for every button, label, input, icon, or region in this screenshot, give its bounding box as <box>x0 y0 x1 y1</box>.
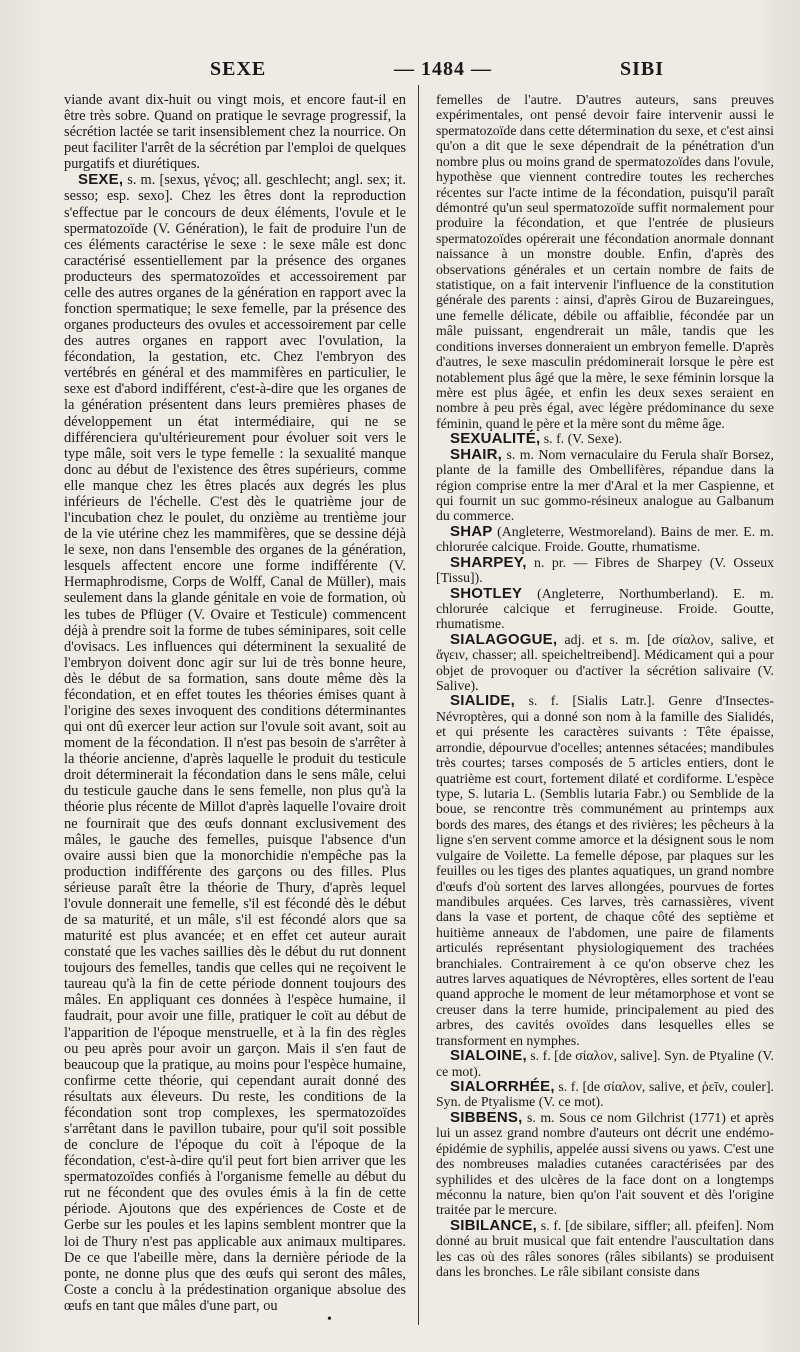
entry-headword: SHARPEY, <box>450 553 527 571</box>
entry-text: s. m. [sexus, γένος; all. geschlecht; angl. sex; it. sesso; esp. sexo]. Chez les êtres dont la reproduction s'effectue par le concours de deux éléments, l'ovule et le spermatozoïde (V. Génération), le fait de produire l'un de ces éléments caractérise le sexe : le sexe mâle est donc caractérisé essentiellement par la présence des organes producteurs des spermatozoïdes et accessoirement par celle des autres organes de la génération en rapport avec la fonction spermatique; le sexe femelle, par la présence des organes producteurs des ovules et accessoirement par celle des autres organes en rapport avec l'ovulation, la fécondation, la gestation, etc. Chez l'embryon des vertébrés en général et des mammifères en particulier, le sexe est d'abord indifférent, c'est-à-dire que les organes de la génération présentent dans leurs premières phases de développement un état intermédiaire, qui ne se différenciera qu'ultérieurement pour évoluer soit vers le type mâle, soit vers le type femelle : la sexualité manque donc au début de l'existence des êtres supérieurs, comme elle manque chez les êtres placés aux degrés les plus inférieurs de l'échelle. C'est dès le quatrième jour de l'incubation chez le poulet, du onzième au trentième jour de la vie utérine chez les mammifères, que se dessine déjà le sexe, non dans l'ensemble des organes de la génération, lesquels affectent encore une forme indifférente (V. Hermaphrodisme, Corps de Wolff, Canal de Müller), mais seulement dans la glande génitale en voie de formation, où les tubes de Pflüger (V. Ovaire et Testicule) commencent déjà à prendre soit la forme de tubes séminipares, soit celle d'ovisacs. Les influences qui déterminent la sexualité de l'embryon doivent donc agir sur lui de très bonne heure, dès le début de sa formation, sans doute même dès la fécondation, et en effet toutes les théories émises quant à l'origine des sexes invoquent des conditions déterminantes qui ont dû exercer leur action sur l'ovule soit avant, soit au moment de la fécondation. Il n'est pas besoin de s'arrêter à la théorie ancienne, d'après laquelle le produit du testicule droit déterminerait la fécondation dans le sens mâle, celui du testicule gauche dans le sens femelle, non plus qu'à la théorie plus récente de Millot d'après laquelle l'ovaire droit ne fournirait que des œufs donnant exclusivement des mâles, le gauche des femelles, puisque l'absence d'un ovaire aussi bien que la monorchidie n'empêche pas la production indifférente des garçons ou des filles. Plus sérieuse paraît être la théorie de Thury, d'après lequel l'ovule donnerait une femelle, s'il est fécondé dès le début de sa maturité, et un mâle, s'il est fécondé alors que sa maturité est plus avancée; et en effet cet auteur aurait constaté que les vaches saillies dès le début du rut donnent toujours des femelles, tandis que celles qui ne reçoivent le taureau qu'à la fin de cette période donnent toujours des mâles. En appliquant ces données à l'espèce humaine, il faudrait, pour avoir une fille, pratiquer le coït au début de l'apparition de l'époque menstruelle, et à la fin des règles ou peu après pour avoir un garçon. Mais il s'en faut de beaucoup que la pratique, au moins pour l'espèce humaine, confirme cette théorie, qui cependant aurait donné des résultats aux éleveurs. Du reste, les conditions de la fécondation sont trop complexes, les spermatozoïdes s'arrêtant dans le pavillon tubaire, pour qu'il soit possible de conclure de l'époque du coït à l'époque de la fécondation, c'est-à-dire qu'il peut fort bien arriver que les spermatozoïdes confiés à l'organisme femelle au début du rut ne fécondent que des ovules émis à la fin de cette période. Ajoutons que des expériences de Coste et de Gerbe sur les poules et les lapins semblent montrer que la loi de Thury n'est pas applicable aux animaux multipares. De ce que l'abeille mère, dans la dernière période de la ponte, ne donne plus que des œufs qui seront des mâles, Coste a conclu à la prédestination organique absolue des œufs en tant que mâles d'une part, ou <box>64 172 406 1314</box>
entry-text: s. f. [de σίαλον, salive, et ῥεῖν, couler]. Syn. de Ptyalisme (V. ce mot). <box>436 1079 774 1110</box>
entry-text: (Angleterre, Northumberland). E. m. chlorurée calcique et ferrugineuse. Froide. Goutte, rhumatisme. <box>436 585 774 632</box>
left-column <box>64 92 406 1314</box>
entry-headword: SIALORRHÉE, <box>450 1078 555 1095</box>
entry-headword: SIBILANCE, <box>450 1216 538 1234</box>
entry-text: s. f. [de σίαλον, salive]. Syn. de Ptyaline (V. ce mot). <box>436 1048 774 1079</box>
entry-text: s. f. [de sibilare, siffler; all. pfeifen]. Nom donné au bruit musical que fait entendre l'auscultation dans les cas où des râles sonores (râles sibilants) se produisent dans les bronches. Le râle sibilant consiste dans <box>436 1217 774 1280</box>
entry-headword: SEXUALITÉ, <box>450 430 541 448</box>
dictionary-entry <box>436 524 774 555</box>
continued-paragraph <box>64 92 406 172</box>
entry-text: femelles de l'autre. D'autres auteurs, sans preuves expérimentales, ont pensé devoir faire intervenir aussi le spermatozoïde dans cette détermination du sexe, et c'est ainsi qu'on a dit que le sexe dépendrait de la pénétration d'un nombre plus ou moins grand de spermatozoïdes dans l'ovule, hypothèse que viennent contredire toutes les recherches récentes sur l'acte intime de la fécondation, puisqu'il paraît démontré qu'un seul spermatozoïde suffit normalement pour produire la fécondation, et que l'entrée de plusieurs spermatozoïdes opérerait une fécondation anormale donnant naissance à un monstre double. Enfin, d'après des observations générales et un certain nombre de faits de statistique, on a fait intervenir l'influence de la constitution générale des parents : ainsi, d'après Girou de Buzareingues, une femelle délicate, débile ou affaiblie, fécondée par un mâle puissant, engendrerait un mâle, tandis que les conditions inverses donneraient un embryon femelle. D'après d'autres, le sexe masculin prédominerait lorsque le père est notablement plus âgé que la mère, le sexe féminin lorsque la mère est plus âgée, et enfin les deux sexes seraient en nombre à peu près égal, avec légère prédominance du sexe féminin, quand le père et la mère sont du même âge. <box>436 92 774 431</box>
dictionary-entry <box>436 1218 774 1280</box>
entry-headword: SHOTLEY <box>450 584 523 602</box>
dictionary-entry <box>436 555 774 586</box>
dictionary-entry <box>436 693 774 1048</box>
dictionary-entry <box>436 586 774 632</box>
column-divider <box>418 85 419 1325</box>
entry-headword: SHAP <box>450 522 493 540</box>
entry-text: n. pr. — Fibres de Sharpey (V. Osseux [Tissu]). <box>436 554 774 586</box>
entry-headword: SEXE, <box>78 171 124 189</box>
dictionary-entry <box>436 447 774 524</box>
page-number: — 1484 — <box>394 58 492 80</box>
page-mark: • <box>327 1312 332 1327</box>
entry-text: adj. et s. m. [de σίαλον, salive, et ἄγειν, chasser; all. speicheltreibend]. Médicament qui a pour objet de provoquer ou d'activer la sécrétion salivaire (V. Salive). <box>436 631 774 694</box>
dictionary-entry <box>436 1110 774 1218</box>
running-head <box>60 58 760 84</box>
entry-text: s. m. Sous ce nom Gilchrist (1771) et après lui un assez grand nombre d'auteurs ont décrit une endémo-épidémie de syphilis, appelée aussi sivens ou yaws. C'est une des nombreuses maladies cutanées caractérisées par des syphilides et des ulcères de la face dont on a longtemps méconnu la nature, bien qu'on l'ait souvent et dès l'origine traitée par le mercure. <box>436 1109 774 1218</box>
dictionary-entry <box>436 632 774 694</box>
entry-text: viande avant dix-huit ou vingt mois, et encore faut-il en être très sobre. Quand on pratique le sevrage progressif, la sécrétion lactée se tarit insensiblement chez la nourrice. On peut faciliter l'arrêt de la sécrétion par l'emploi de quelques purgatifs et diurétiques. <box>64 92 406 173</box>
entry-text: (Angleterre, Westmoreland). Bains de mer. E. m. chlorurée calcique. Froide. Goutte, rhumatisme. <box>436 523 774 555</box>
dictionary-entry <box>64 172 406 1314</box>
entry-headword: SHAIR, <box>450 445 503 463</box>
dictionary-entry <box>436 1048 774 1079</box>
right-column <box>436 92 774 1279</box>
running-head-right: SIBI <box>620 58 665 80</box>
running-head-left: SEXE <box>210 58 267 80</box>
entry-headword: SIALIDE, <box>450 692 515 710</box>
entry-headword: SIALOINE, <box>450 1047 527 1065</box>
entry-headword: SIALAGOGUE, <box>450 630 558 648</box>
entry-text: s. f. [Sialis Latr.]. Genre d'Insectes-Névroptères, qui a donné son nom à la famille des Sialidés, et qui présente les caractères suivants : Tête épaisse, arrondie, dépourvue d'ocelles; antennes sétacées; mandibules très courtes; tarses composés de 5 articles entiers, dont le quatrième est court, fortement dilaté et cordiforme. L'espèce type, S. lutaria L. (Semblis lutaria Fabr.) ou Semblide de la boue, se rencontre très communément au printemps aux bords des mares, des étangs et des rivières; les pêcheurs à la ligne s'en servent comme amorce et la désignent sous le nom vulgaire de Voilette. La femelle dépose, par plaques sur les feuilles ou les tiges des plantes aquatiques, un grand nombre d'œufs d'où sortent des larves allongées, pourvues de fortes mandibules arquées. Ces larves, très carnassières, vivent dans la vase et portent, de chaque côté des septième et huitième anneaux de l'abdomen, une paire de filaments articulés représentant physiologiquement des trachées branchiales. Contrairement à ce qu'on observe chez les autres larves aquatiques de Névroptères, elles sortent de l'eau quand approche le moment de leur métamorphose et vont se creuser dans la terre humide, principalement au pied des arbres, des cavités ovoïdes dans lesquelles elles se transforment en nymphes. <box>436 693 774 1048</box>
entry-text: s. f. (V. Sexe). <box>540 431 623 447</box>
entry-text: s. m. Nom vernaculaire du Ferula shaïr Borsez, plante de la famille des Ombellifères, répandue dans la région comprise entre la mer d'Aral et la mer Caspienne, et qui fournit un suc gommo-résineux analogue au Galbanum du commerce. <box>436 446 774 524</box>
dictionary-entry <box>436 431 774 446</box>
entry-headword: SIBBENS, <box>450 1108 523 1126</box>
dictionary-entry <box>436 1079 774 1110</box>
continued-paragraph <box>436 92 774 431</box>
